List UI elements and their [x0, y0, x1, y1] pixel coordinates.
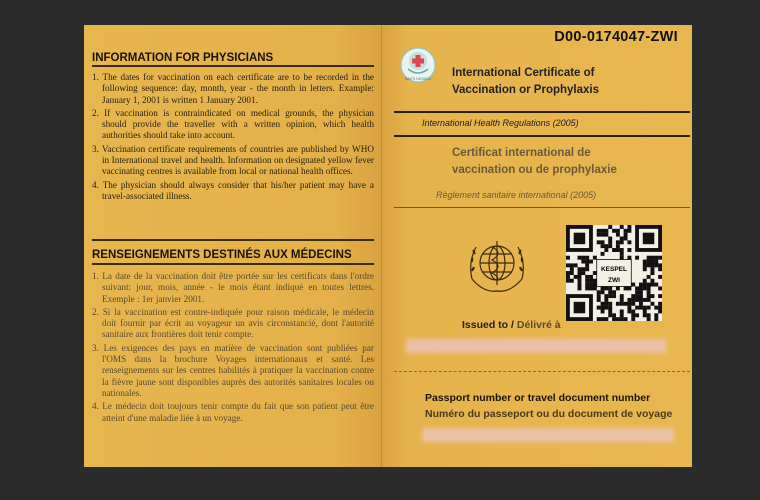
physicians-item: 1. The dates for vaccination on each certificate are to be recorded in the following sequence: day, month, year - the month in letters. Example: January 1, 2001 is written 1 January 2001. — [92, 72, 374, 105]
divider-2 — [394, 135, 690, 137]
medecins-item: 1. La date de la vaccination doit être portée sur les certificats dans l'ordre suivant: jour, mois, année - le mois étant indiqué en toutes lettres. Exemple : 1er janvier 2001. — [92, 271, 374, 304]
passport-label-fr: Numéro du passeport ou du document de voyage — [425, 408, 673, 420]
who-emblem-icon — [464, 233, 530, 301]
title-fr-line-2: vaccination ou de prophylaxie — [452, 164, 617, 176]
divider-3 — [394, 207, 690, 208]
medecins-item: 4. Le médecin doit toujours tenir compte du fait que son patient peut être atteint d'une maladie liée à un voyage. — [92, 401, 374, 423]
qr-label-line-2: ZWI — [608, 276, 620, 284]
left-page — [84, 25, 382, 467]
medecins-top-rule — [92, 239, 374, 241]
title-en — [452, 65, 599, 99]
passport-label-en: Passport number or travel document number — [425, 392, 651, 404]
title-en-line-1: International Certificate of — [452, 67, 595, 79]
physicians-item: 4. The physician should always consider that his/her patient may have a travel-associated illness. — [92, 179, 374, 201]
redacted-name — [406, 339, 666, 353]
physicians-item: 3. Vaccination certificate requirements of countries are published by WHO in International travel and health. Information on designated yellow fever vaccinating centres is available from local or national health offices. — [92, 143, 374, 177]
bakti-husada-logo-icon — [400, 47, 436, 83]
issued-to-en: Issued to / — [462, 319, 514, 331]
certificate-booklet — [84, 25, 692, 467]
dashed-separator — [394, 371, 690, 372]
medecins-item: 3. Les exigences des pays en matière de vaccination sont publiées par l'OMS dans la brochure Voyages internationaux et santé. Les renseignements sur les centres habilités à pratiquer la vaccination contre la fièvre jaune sont disponibles auprès des autorités sanitaires locales ou nationales. — [92, 342, 374, 398]
physicians-rule — [92, 65, 374, 67]
medecins-title: RENSEIGNEMENTS DESTINÉS AUX MÉDECINS — [92, 249, 352, 261]
medecins-list — [92, 271, 374, 426]
medecins-item: 2. Si la vaccination est contre-indiquée pour raison médicale, le médecin doit fournir par écrit au voyageur un avis circonstancié, dont l'autorité sanitaire aux frontières doit tenir compte. — [92, 306, 374, 340]
qr-label-line-1: KESPEL — [600, 266, 628, 274]
issued-to-label — [462, 319, 561, 331]
regulations-en: International Health Regulations (2005) — [422, 118, 579, 128]
physicians-item: 2. If vaccination is contraindicated on medical grounds, the physician should provide the traveller with a written opinion, which health authorities should take into account. — [92, 107, 374, 141]
redacted-passport-number — [422, 428, 674, 442]
title-fr-line-1: Certificat international de — [452, 147, 591, 159]
medecins-rule — [92, 263, 374, 265]
right-page — [382, 25, 692, 467]
title-fr — [452, 145, 617, 179]
issued-to-fr: Délivré à — [516, 319, 561, 331]
physicians-list — [92, 72, 374, 204]
regulations-fr: Règlement sanitaire international (2005) — [436, 190, 597, 200]
qr-code — [566, 225, 662, 321]
title-en-line-2: Vaccination or Prophylaxis — [452, 84, 599, 96]
physicians-title: INFORMATION FOR PHYSICIANS — [92, 52, 274, 64]
document-number: D00-0174047-ZWI — [554, 29, 678, 45]
divider-1 — [394, 111, 690, 113]
logo-caption: BAKTI HUSADA — [404, 77, 432, 81]
